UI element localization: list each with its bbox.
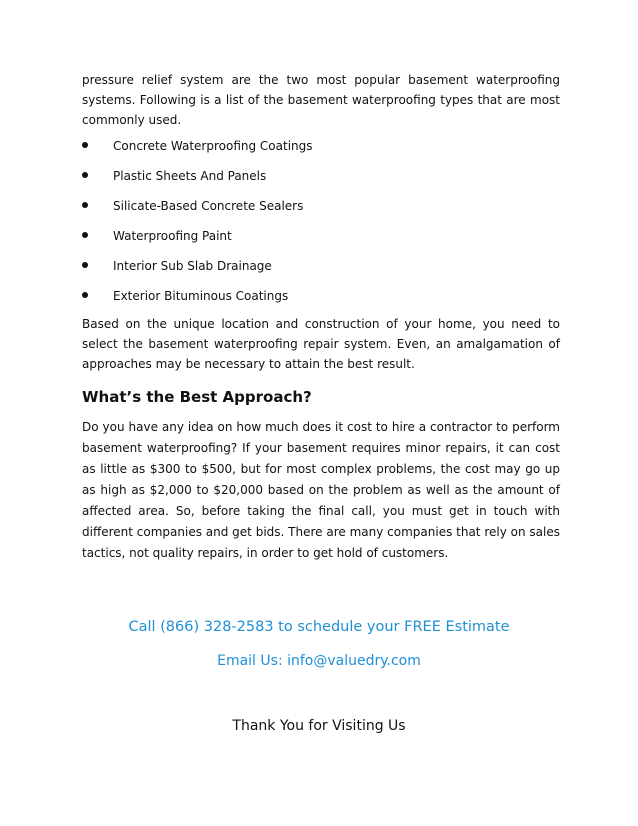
cost-paragraph: Do you have any idea on how much does it cost to hire a contractor to perform basement waterproofing? If your basement requires minor repairs, it can cost as little as $300 to $500, but for most complex problems, the cost may go up as high as $2,000 to $20,000 based on the problem as well as the amount of affected area. So, before taking the final call, you must get in touch with different companies and get bids. There are many companies that rely on sales tactics, not quality repairs, in order to get hold of customers. [82,420,560,560]
waterproofing-types-list [82,138,560,304]
list-item [82,138,560,154]
bullet-icon [82,202,88,208]
bullet-icon [82,172,88,178]
list-item-label: Silicate-Based Concrete Sealers [113,199,304,213]
bullet-icon [82,232,88,238]
list-item [82,198,560,214]
list-item-label: Waterproofing Paint [113,229,232,243]
list-item [82,288,560,304]
list-item [82,228,560,244]
bullet-icon [82,262,88,268]
document-body [82,70,560,564]
bullet-icon [82,142,88,148]
section-heading: What’s the Best Approach? [82,388,312,406]
list-item-label: Concrete Waterproofing Coatings [113,139,313,153]
list-item [82,258,560,274]
intro-paragraph: pressure relief system are the two most popular basement waterproofing systems. Following is a list of the basement waterproofing types that are most commonly used. [82,73,560,127]
bullet-icon [82,292,88,298]
email-link[interactable]: Email Us: info@valuedry.com [217,653,421,669]
selection-paragraph: Based on the unique location and construction of your home, you need to select the basement waterproofing repair system. Even, an amalgamation of approaches may be necessary to attain the best result. [82,317,560,371]
call-to-action-phone[interactable]: Call (866) 328-2583 to schedule your FREE Estimate [128,619,510,635]
list-item-label: Interior Sub Slab Drainage [113,259,272,273]
thank-you-text: Thank You for Visiting Us [232,718,406,734]
list-item-label: Plastic Sheets And Panels [113,169,267,183]
list-item [82,168,560,184]
list-item-label: Exterior Bituminous Coatings [113,289,289,303]
